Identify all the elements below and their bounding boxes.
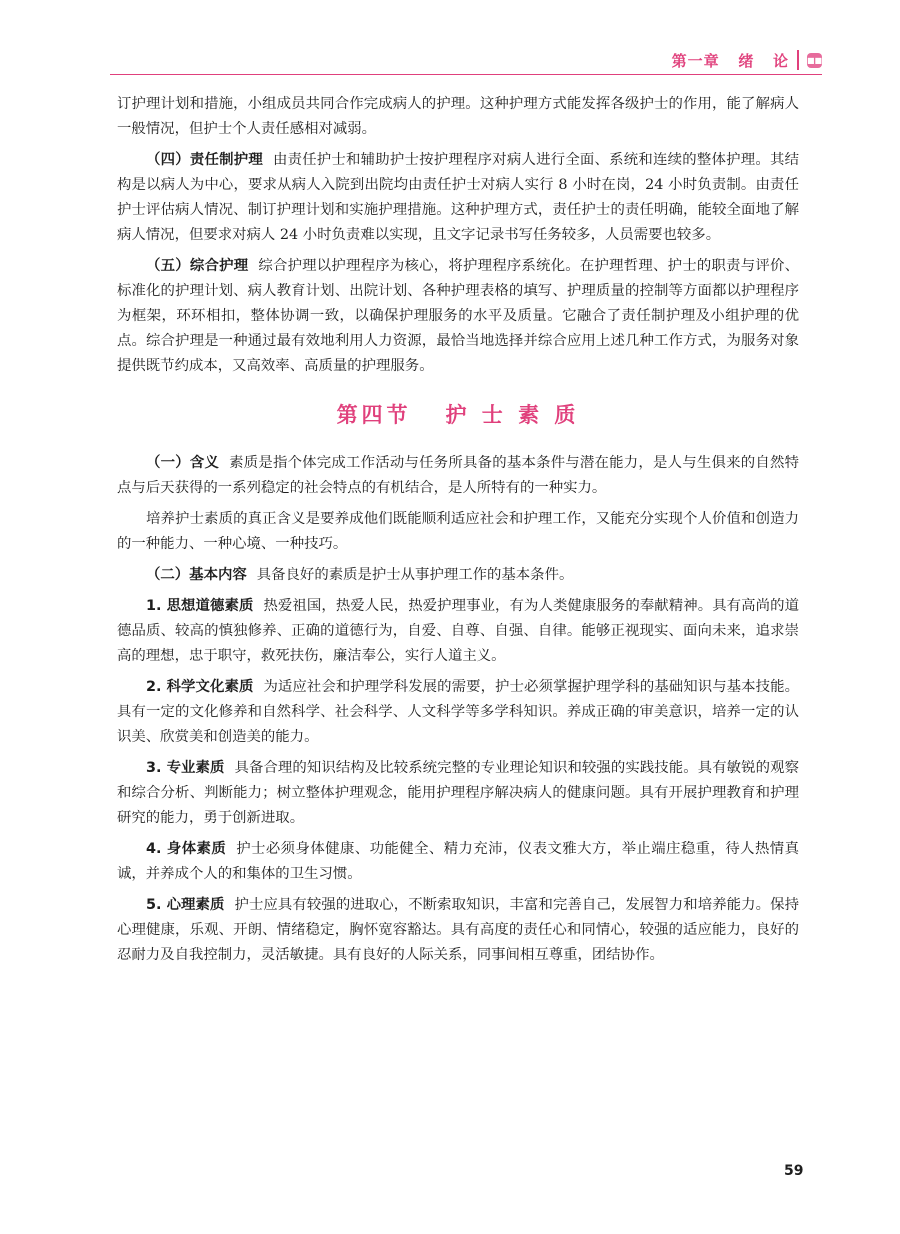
paragraph [117,563,799,588]
paragraph-heading: 3. 专业素质 [146,760,225,776]
section-title: 第四节 护 士 素 质 [336,403,580,427]
paragraph-heading: 5. 心理素质 [146,897,225,913]
paragraph [117,254,799,379]
paragraph-text: 护士应具有较强的进取心，不断索取知识，丰富和完善自己，发展智力和培养能力。保持心理健康，乐观、开朗、情绪稳定，胸怀宽容豁达。具有高度的责任心和同情心，较强的适应能力，良好的忍耐力及自我控制力，灵活敏捷。具有良好的人际关系，同事间相互尊重，团结协作。 [117,897,799,963]
paragraph-heading: （五）综合护理 [146,258,249,274]
paragraph [117,893,799,968]
page-body [117,92,799,974]
paragraph-heading: 1. 思想道德素质 [146,598,254,614]
running-header [672,48,822,72]
paragraph [117,675,799,750]
paragraph [117,92,799,142]
paragraph [117,837,799,887]
paragraph [117,507,799,557]
paragraph-text: 具备合理的知识结构及比较系统完整的专业理论知识和较强的实践技能。具有敏锐的观察和综合分析、判断能力；树立整体护理观念，能用护理程序解决病人的健康问题。具有开展护理教育和护理研究的能力，勇于创新进取。 [117,760,799,826]
paragraph-text: 护士必须身体健康、功能健全、精力充沛，仪表文雅大方，举止端庄稳重，待人热情真诚，并养成个人的和集体的卫生习惯。 [117,841,799,882]
paragraph-text: 订护理计划和措施，小组成员共同合作完成病人的护理。这种护理方式能发挥各级护士的作用，能了解病人一般情况，但护士个人责任感相对减弱。 [117,96,799,137]
paragraph [117,594,799,669]
paragraph-heading: （四）责任制护理 [146,152,263,168]
paragraph-heading: 2. 科学文化素质 [146,679,254,695]
paragraph-text: 具备良好的素质是护士从事护理工作的基本条件。 [256,567,574,583]
paragraph [117,451,799,501]
paragraph-heading: （二）基本内容 [146,567,247,583]
paragraph [117,148,799,248]
paragraph-heading: （一）含义 [146,455,220,471]
paragraph-text: 素质是指个体完成工作活动与任务所具备的基本条件与潜在能力，是人与生俱来的自然特点与后天获得的一系列稳定的社会特点的有机结合，是人所特有的一种实力。 [117,455,799,496]
paragraph-text: 为适应社会和护理学科发展的需要，护士必须掌握护理学科的基础知识与基本技能。具有一定的文化修养和自然科学、社会科学、人文科学等多学科知识。养成正确的审美意识，培养一定的认识美、欣赏美和创造美的能力。 [117,679,799,745]
header-rule [110,74,822,75]
paragraph-text: 综合护理以护理程序为核心，将护理程序系统化。在护理哲理、护士的职责与评价、标准化的护理计划、病人教育计划、出院计划、各种护理表格的填写、护理质量的控制等方面都以护理程序为框架，环环相扣，整体协调一致，以确保护理服务的水平及质量。它融合了责任制护理及小组护理的优点。综合护理是一种通过最有效地利用人力资源，最恰当地选择并综合应用上述几种工作方式，为服务对象提供既节约成本，又高效率、高质量的护理服务。 [117,258,799,374]
paragraph-text: 由责任护士和辅助护士按护理程序对病人进行全面、系统和连续的整体护理。其结构是以病人为中心，要求从病人入院到出院均由责任护士对病人实行 8 小时在岗，24 小时负责制。由责任护士评估病人情况、制订护理计划和实施护理措施。这种护理方式，责任护士的责任明确，能较全面地了解病人情况，但要求对病人 24 小时负责难以实现，且文字记录书写任务较多，人员需要也较多。 [117,152,799,243]
paragraph-text: 热爱祖国，热爱人民，热爱护理事业，有为人类健康服务的奉献精神。具有高尚的道德品质、较高的慎独修养、正确的道德行为，自爱、自尊、自强、自律。能够正视现实、面向未来，追求崇高的理想，忠于职守，救死扶伤，廉洁奉公，实行人道主义。 [117,598,799,664]
paragraph-text: 培养护士素质的真正含义是要养成他们既能顺利适应社会和护理工作，又能充分实现个人价值和创造力的一种能力、一种心境、一种技巧。 [117,511,799,552]
chapter-badge-icon: ■■ [807,53,822,68]
chapter-title: 第一章 绪 论 [671,51,789,70]
page-number: 59 [784,1163,804,1179]
paragraph [117,756,799,831]
header-divider [797,50,799,70]
paragraph-heading: 4. 身体素质 [146,841,227,857]
